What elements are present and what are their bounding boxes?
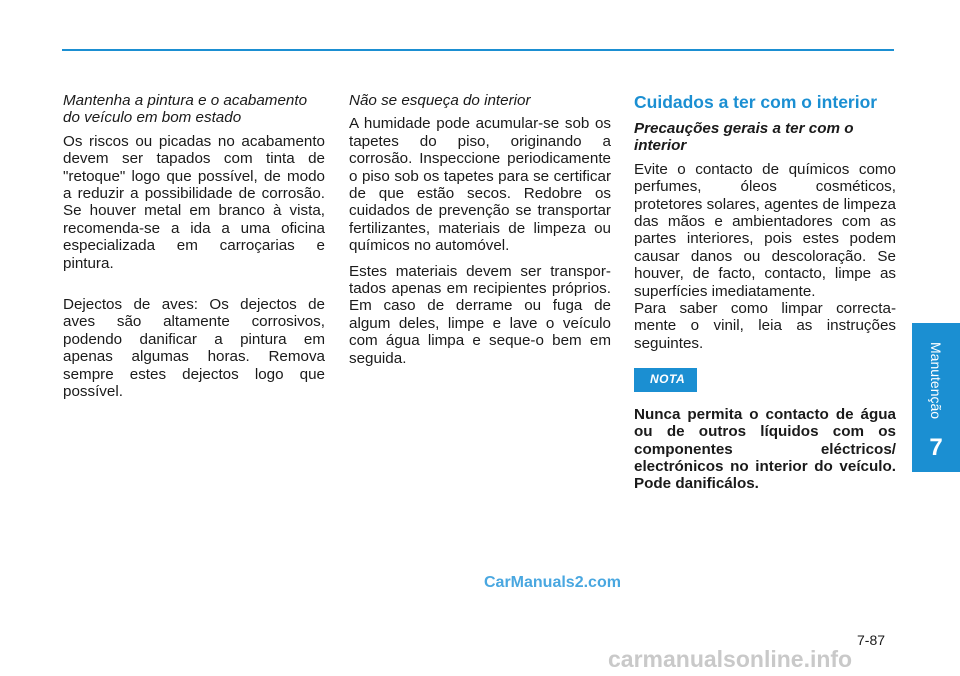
chapter-number: 7 bbox=[929, 434, 943, 461]
watermark-carmanualsonline: carmanualsonline.info bbox=[608, 646, 853, 672]
paragraph-vinyl: Para saber como limpar correcta-mente o vinil, leia as instruções seguintes. bbox=[634, 300, 896, 352]
top-rule bbox=[62, 49, 894, 51]
subsection-title: Precauções gerais a ter com o interior bbox=[634, 120, 854, 155]
note-badge: NOTA bbox=[634, 368, 697, 391]
paragraph-chemicals: Evite o contacto de químicos como perfumes, óleos cosméticos, protetores solares, agentes de limpeza das mãos e ambientadores com as partes interiores, pois estes podem causar danos ou descoloração. Se houver, de facto, contacto, limpe as superfícies imediatamente. bbox=[634, 160, 896, 300]
column-1 bbox=[63, 92, 325, 401]
paragraph-scratches: Os riscos ou picadas no acabamento devem ser tapados com tinta de "retoque" logo que possível, de modo a reduzir a possibilidade de corrosão. Se houver metal em branco à vista, recomenda-se a ida a uma oficina especializada em carroçarias e pintura. bbox=[63, 132, 325, 272]
paragraph-bird-droppings: Dejectos de aves: Os dejectos de aves são altamente corrosivos, podendo danificar a pintura em apenas algumas horas. Remova sempre estes dejectos logo que possível. bbox=[63, 296, 325, 401]
page-number: 7-87 bbox=[857, 632, 886, 648]
column-2 bbox=[349, 92, 611, 367]
paragraph-materials: Estes materiais devem ser transpor-tados apenas em recipientes próprios. Em caso de derrame ou fuga de algum deles, limpe e lave o veículo com água limpa e seque-o bem em seguida. bbox=[349, 262, 611, 367]
watermark-carmanuals2: CarManuals2.com bbox=[484, 574, 621, 591]
chapter-tab-label: Manutenção bbox=[928, 342, 944, 420]
heading-paint-care: Mantenha a pintura e o acabamento do veículo em bom estado bbox=[63, 92, 308, 127]
column-3 bbox=[634, 92, 896, 493]
section-title: Cuidados a ter com o interior bbox=[634, 92, 878, 112]
heading-interior-reminder: Não se esqueça do interior bbox=[349, 92, 531, 109]
paragraph-humidity: A humidade pode acumular-se sob os tapetes do piso, originando a corrosão. Inspeccione periodicamente o piso sob os tapetes para se certificar de que estão secos. Redobre os cuidados de prevenção se transportar fertilizantes, materiais de limpeza ou químicos no automóvel. bbox=[349, 115, 611, 255]
note-text: Nunca permita o contacto de água ou de outros líquidos com os componentes eléctricos/ electrónicos no interior do veículo. Pode danificálos. bbox=[634, 405, 896, 493]
